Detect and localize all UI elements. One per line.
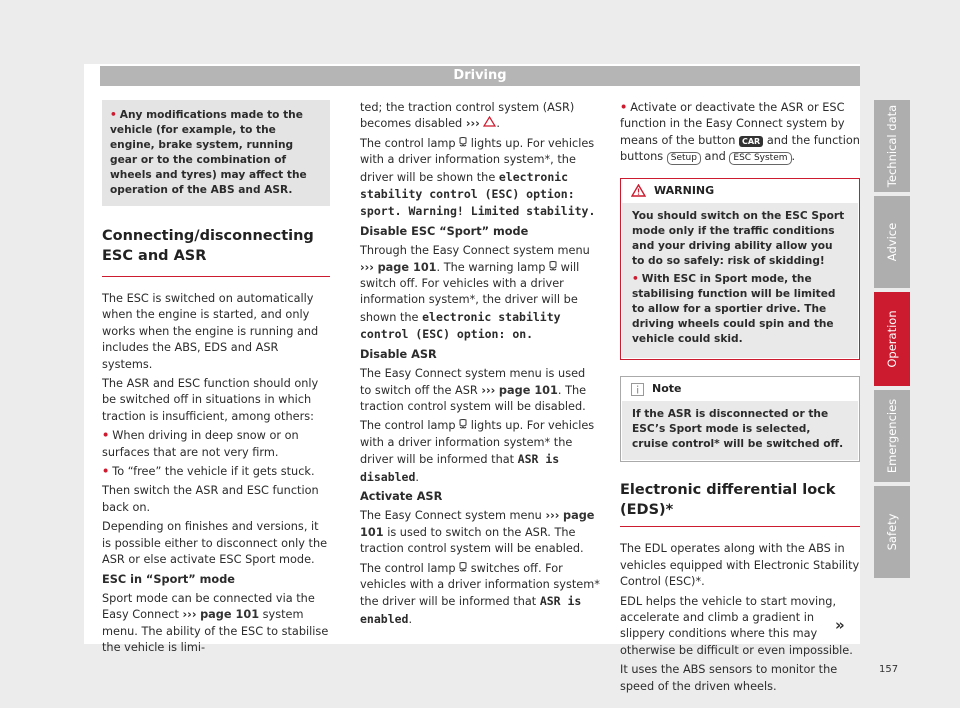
page-reference-link[interactable]: page 101 — [377, 260, 437, 274]
tab-label: Emergencies — [885, 398, 899, 474]
tab-label: Operation — [885, 310, 899, 368]
section-heading-esc-asr: Connecting/disconnecting ESC and ASR — [102, 226, 330, 277]
bullet-icon: • — [110, 109, 117, 121]
paragraph — [360, 366, 600, 415]
subheading: Disable ASR — [360, 347, 437, 361]
text: The control lamp — [360, 561, 456, 575]
list-item-text: When driving in deep snow or on surfaces that are not very firm. — [102, 429, 299, 459]
reference-arrow-icon: ››› — [481, 383, 496, 397]
setup-button: Setup — [667, 152, 701, 165]
text: system menu. The ability of the ESC to stabilise the vehicle is limi- — [102, 608, 329, 655]
esc-lamp-icon — [459, 419, 467, 430]
tab-operation[interactable] — [874, 292, 910, 386]
paragraph: The ESC is switched on automatically when the engine is started, and only works when the engine is running and includes the ABS, EDS and ASR systems. — [102, 292, 319, 371]
paragraph: EDL helps the vehicle to start moving, accelerate and climb a gradient in slippery conditions where this may otherwise be difficult or even impossible. — [620, 594, 853, 657]
chapter-tabs — [874, 100, 910, 582]
column-middle — [360, 100, 600, 631]
bullet-icon: • — [632, 273, 639, 286]
paragraph: It uses the ABS sensors to monitor the speed of the driven wheels. — [620, 663, 838, 693]
note-label: Note — [652, 382, 682, 396]
warning-triangle-icon — [631, 184, 646, 197]
display-message: electronic stability control (ESC) option: on. — [360, 309, 561, 342]
paragraph — [360, 243, 600, 343]
text: ted; the traction control system (ASR) becomes disabled — [360, 101, 575, 131]
text: . The warning lamp — [436, 260, 546, 274]
warning-header — [621, 179, 859, 203]
text: Sport mode can be connected via the Easy Connect — [102, 591, 315, 622]
paragraph: The EDL operates along with the ABS in vehicles equipped with Electronic Stability Control (ESC)*. — [620, 542, 860, 589]
list-item — [632, 272, 848, 347]
text: is used to switch on the ASR. The traction control system will be enabled. — [360, 525, 584, 556]
page-header: Driving — [100, 66, 860, 86]
text: Through the Easy Connect system menu — [360, 244, 590, 258]
column-right — [620, 100, 860, 698]
paragraph: The control lamp switches off. For vehicles with a driver information system* the driver will be informed that ASR is enabled. — [360, 561, 600, 626]
continued-marker: » — [835, 616, 845, 634]
info-box — [102, 100, 330, 206]
reference-arrow-icon: ››› — [465, 117, 480, 131]
subheading: ESC in “Sport” mode — [102, 572, 235, 586]
car-button: CAR — [739, 136, 763, 147]
reference-arrow-icon: ››› — [182, 608, 197, 622]
list-item — [102, 464, 330, 480]
note-body: If the ASR is disconnected or the ESC’s Sport mode is selected, cruise control* will be switched off. — [622, 401, 858, 460]
warning-box — [620, 178, 860, 360]
text: The control lamp — [360, 136, 456, 150]
warning-body — [622, 203, 858, 358]
paragraph — [102, 591, 330, 657]
text: The Easy Connect system menu is used to switch off the ASR — [360, 367, 586, 397]
bullet-icon: • — [102, 429, 110, 443]
paragraph: ted; the traction control system (ASR) becomes disabled ››› . — [360, 101, 575, 131]
subheading: Disable ESC “Sport” mode — [360, 224, 529, 238]
tab-technical-data[interactable] — [874, 100, 910, 192]
paragraph: Then switch the ASR and ESC function back on. — [102, 484, 319, 514]
paragraph: The control lamp lights up. For vehicles with a driver information system* the driver will be informed that ASR is disabled. — [360, 419, 595, 484]
paragraph — [360, 508, 600, 557]
text: switches off. For vehicles with a driver information system* the driver will be informed that — [360, 561, 600, 609]
display-message: ASR is disabled — [360, 452, 560, 484]
list-item-text: To “free” the vehicle if it gets stuck. — [112, 465, 315, 479]
page-reference-link[interactable]: page 101 — [200, 608, 260, 622]
text: The Easy Connect system menu — [360, 509, 542, 523]
note-header — [621, 377, 859, 401]
bullet-icon: • — [102, 465, 110, 479]
text: The control lamp — [360, 419, 456, 433]
warning-label: WARNING — [654, 183, 715, 197]
page-reference-link[interactable]: page 101 — [498, 383, 558, 397]
warning-triangle-icon — [483, 116, 496, 127]
text: lights up. For vehicles with a driver information system*, the driver will be shown the — [360, 136, 595, 184]
esc-lamp-icon — [459, 562, 467, 573]
page-reference-link[interactable]: page 101 — [360, 509, 595, 539]
tab-emergencies[interactable] — [874, 390, 910, 482]
display-message: ASR is enabled — [360, 594, 582, 626]
column-left — [102, 100, 330, 660]
note-info-icon — [631, 383, 644, 396]
subheading: Activate ASR — [360, 489, 443, 503]
tab-advice[interactable] — [874, 196, 910, 288]
esc-system-button: ESC System — [729, 152, 791, 165]
list-item: • Activate or deactivate the ASR or ESC function in the Easy Connect system by means of the button CAR and the function buttons Setup and ESC System . — [620, 101, 860, 164]
warning-text: With ESC in Sport mode, the stabilising function will be limited to allow for a sportier drive. The driving wheels could spin and the vehicle could skid. — [632, 273, 836, 346]
text: will switch off. For vehicles with a driver information system*, the driver will be shown the — [360, 260, 580, 324]
page-number: 157 — [879, 664, 899, 675]
tab-label: Technical data — [885, 104, 899, 188]
paragraph — [360, 136, 600, 221]
list-item — [102, 428, 330, 461]
reference-arrow-icon: ››› — [545, 509, 560, 523]
bullet-icon: • — [620, 101, 628, 114]
tab-safety[interactable] — [874, 486, 910, 578]
reference-arrow-icon: ››› — [360, 260, 374, 274]
paragraph: Depending on finishes and versions, it is possible either to disconnect only the ASR or else activate ESC Sport mode. — [102, 520, 328, 567]
esc-lamp-icon — [459, 137, 467, 148]
tab-label: Safety — [885, 513, 899, 551]
display-message: electronic stability control (ESC) option: sport. Warning! Limited stability. — [360, 169, 596, 219]
text: lights up. For vehicles with a driver information system* the driver will be informed that — [360, 419, 595, 467]
paragraph: The ASR and ESC function should only be switched off in situations in which traction is insufficient, among others: — [102, 377, 319, 423]
text: . The traction control system will be disabled. — [360, 383, 587, 413]
section-heading-eds: Electronic differential lock (EDS)* — [620, 480, 860, 527]
text: and the function buttons — [620, 133, 860, 164]
text: and — [704, 150, 726, 164]
warning-text: You should switch on the ESC Sport mode only if the traffic conditions and your driving ability allow you to do so safely: risk of skidding! — [632, 210, 845, 268]
info-box-text: Any modifications made to the vehicle (for example, to the engine, brake system, running gear or to the combination of wheels and tyres) may affect the operation of the ABS and ASR. — [110, 109, 307, 196]
note-box — [620, 376, 860, 462]
text: Activate or deactivate the ASR or ESC function in the Easy Connect system by means of the button — [620, 101, 845, 147]
tab-label: Advice — [885, 222, 899, 262]
esc-lamp-icon — [549, 261, 557, 272]
